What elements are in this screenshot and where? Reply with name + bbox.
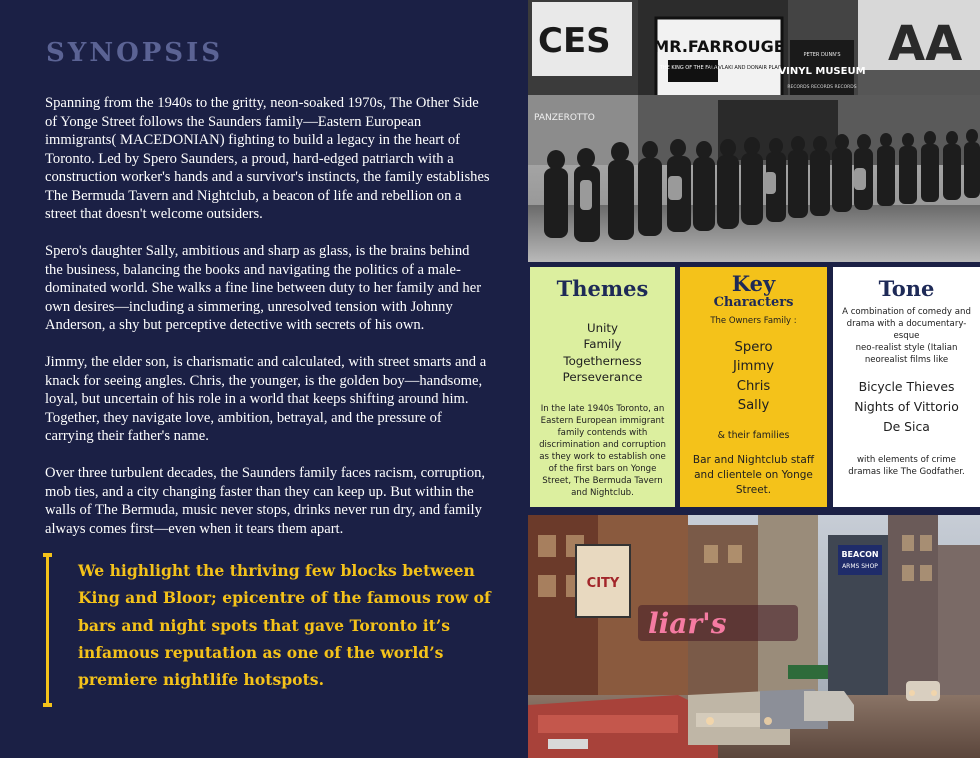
sign-beacon: BEACON [841, 550, 879, 559]
sign-city: CITY [586, 576, 620, 591]
sign-mr-farrouge: MR.FARROUGE [653, 37, 785, 56]
yonge-street-illustration [528, 515, 980, 758]
themes-list [530, 320, 675, 385]
quote-bar-cap-bottom [43, 703, 52, 707]
street-crowd-illustration [528, 0, 980, 262]
tone-title: Tone [878, 276, 935, 301]
themes-panel [530, 267, 675, 507]
quote-bar-cap-top [43, 553, 52, 557]
pull-quote: We highlight the thriving few blocks between King and Bloor; epicentre of the famous row of bars and night spots that gave Toronto it’s infamous reputation as one of the world’s premiere nightlife hotspots. [78, 561, 491, 690]
tone-film: Bicycle Thieves [858, 378, 955, 394]
sign-ces: CES [538, 21, 611, 61]
theme-item: Unity [587, 321, 618, 335]
quote-bar [46, 553, 49, 705]
sign-records: RECORDS RECORDS RECORDS [787, 85, 857, 90]
tone-intro: A combination of comedy and drama with a documentary-esque [842, 307, 971, 341]
tone-film: De Sica [883, 419, 930, 435]
sign-peter-dunns: PETER DUNN'S [803, 52, 841, 58]
sign-arms-shop: ARMS SHOP [842, 563, 878, 570]
synopsis-title: SYNOPSIS [46, 38, 224, 68]
tone-film: Nights of Vittorio [854, 398, 959, 414]
character-name: Sally [737, 398, 770, 414]
character-name: Jimmy [732, 359, 775, 375]
sign-souvlaki: SOUVLAKI AND DONAIR PLACE [707, 65, 785, 71]
sign-neon: liar's [648, 607, 727, 640]
theme-item: Family [583, 337, 622, 352]
character-list [680, 338, 827, 416]
street-crowd-photo [528, 0, 980, 262]
synopsis-paragraph: Over three turbulent decades, the Saunders family faces racism, corruption, mob ties, and a city changing faster than they can keep up. But within the walls of The Bermuda, music never stops, drinks never run dry, and family always comes first—even when it tears them apart. [45, 465, 486, 537]
yonge-street-photo [528, 515, 980, 758]
key-characters-title-line2: Characters [713, 295, 794, 310]
visual-column [528, 0, 980, 758]
character-name: Chris [736, 378, 771, 394]
key-characters-title-line1: Key [731, 271, 776, 296]
theme-item: Perseverance [562, 369, 643, 384]
themes-description: In the late 1940s Toronto, an Eastern European immigrant family contends with discrimination and corruption as they work to establish one of the first bars on Yonge Street, The Bermuda Tavern and Nightclub. [539, 404, 666, 498]
sign-king-of-falafel: THE KING OF THE FALAFEL [659, 65, 727, 71]
character-name: Spero [734, 340, 773, 355]
themes-title: Themes [556, 276, 649, 301]
tone-elements: with elements of crime dramas like The Godfather. [848, 455, 965, 478]
sign-aa: AA [888, 16, 963, 72]
sign-panzerotto: PANZEROTTO [534, 113, 595, 123]
key-characters-families: & their families [717, 429, 790, 441]
synopsis-paragraph: Spanning from the 1940s to the gritty, neon-soaked 1970s, The Other Side of Yonge Street follows the Saunders family—Eastern European immigrants( MACEDONIAN) fighting to build a legacy in the heart of Toronto. Led by Spero Saunders, a proud, hard-edged patriarch with a construction worker's hands and a survivor's instincts, the family establishes The Bermuda Tavern and Nightclub, a beacon of life and rebellion on a street that doesn't welcome outsiders. [45, 95, 490, 222]
sign-vinyl-museum: VINYL MUSEUM [778, 66, 866, 77]
key-characters-panel [680, 267, 827, 507]
tone-films [833, 377, 980, 438]
theme-item: Togetherness [563, 353, 642, 368]
synopsis-body [45, 94, 490, 557]
key-characters-staff: Bar and Nightclub staff and clientele on Yonge Street. [692, 453, 815, 496]
tone-style: neo-realist style (Italian neorealist films like [855, 342, 958, 365]
synopsis-paragraph: Jimmy, the elder son, is charismatic and calculated, with street smarts and a knack for seeing angles. Chris, the younger, is the golden boy—handsome, loyal, but uncertain of his role in a world that keeps shifting around him. Together, they navigate love, ambition, betrayal, and the pressure of carrying their father's name. [45, 354, 487, 444]
key-characters-subtitle: The Owners Family : [710, 316, 797, 326]
tone-panel [833, 267, 980, 507]
synopsis-paragraph: Spero's daughter Sally, ambitious and sharp as glass, is the brains behind the business, balancing the books and navigating the politics of a male-dominated world. She walks a fine line between duty to her family and her own desires—including a simmering, unresolved tension with Johnny Anderson, a shy but perceptive detective with secrets of his own. [45, 243, 482, 333]
